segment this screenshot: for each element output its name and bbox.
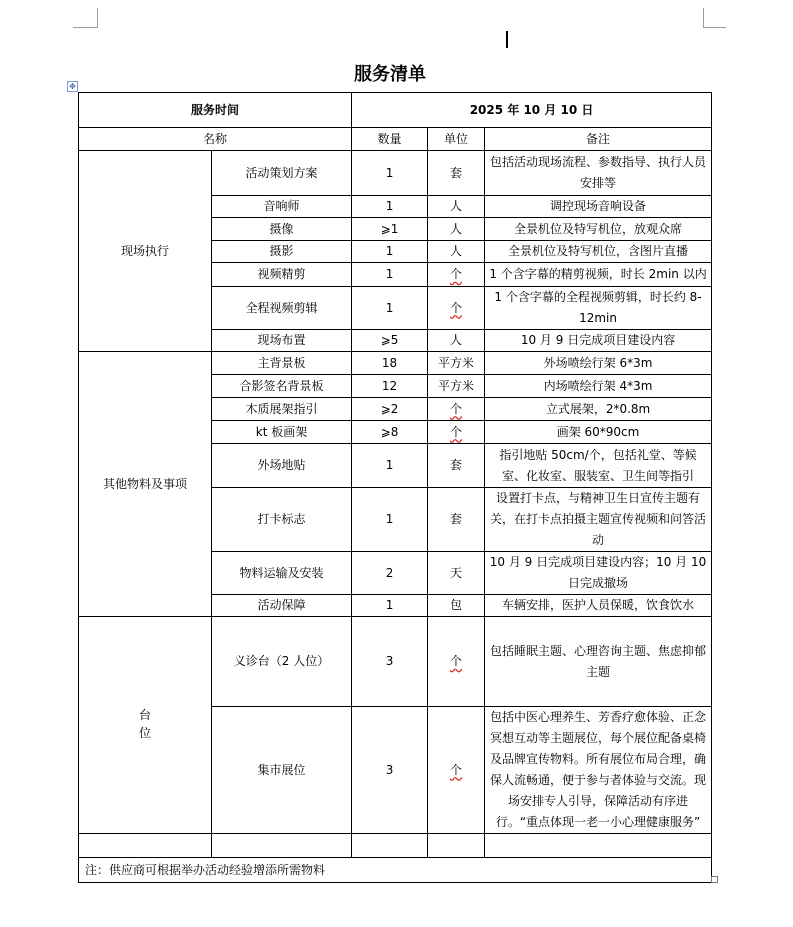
item-note: 全景机位及特写机位，放观众席 — [514, 221, 683, 236]
item-name: 视频精剪 — [257, 267, 306, 281]
item-quantity: 1 — [385, 165, 394, 180]
item-note-cell — [485, 241, 712, 263]
item-unit-cell — [428, 375, 485, 398]
item-quantity: ⩾5 — [380, 333, 399, 347]
item-note-cell — [485, 287, 712, 330]
item-unit-cell — [428, 488, 485, 552]
item-note-cell — [485, 488, 712, 552]
item-note-cell — [485, 330, 712, 352]
column-header-row — [79, 128, 712, 151]
text-cursor — [506, 31, 508, 48]
item-note-cell — [485, 421, 712, 444]
item-name-cell — [212, 330, 352, 352]
footnote: 注：供应商可根据举办活动经验增添所需物料 — [79, 858, 712, 883]
item-note-cell — [485, 617, 712, 707]
item-note: 画架 60*90cm — [556, 424, 640, 439]
group-name: 现场执行 — [120, 243, 169, 258]
page-corner-mark-left — [73, 8, 98, 28]
item-note-cell — [485, 218, 712, 241]
footnote-row — [79, 858, 712, 883]
item-quantity-cell — [352, 421, 428, 444]
item-quantity: 12 — [381, 378, 398, 393]
item-name: 物料运输及安装 — [239, 565, 324, 580]
item-note-cell — [485, 196, 712, 218]
item-name-cell — [212, 241, 352, 263]
column-header-qty: 数量 — [352, 128, 428, 151]
item-note: 包括中医心理养生、芳香疗愈体验、正念冥想互动等主题展位，每个展位配备桌椅及品牌宣传物料。所有展位布局合理，确保人流畅通，便于参与者体验与交流。现场安排专人引导，保障活动有序进行。“重点体现一老一小心理健康服务” — [490, 710, 707, 829]
item-name-cell — [212, 151, 352, 196]
item-note: 车辆安排，医护人员保暖，饮食饮水 — [502, 598, 695, 612]
group-name: 台位 — [139, 708, 152, 740]
item-note: 立式展架，2*0.8m — [545, 401, 651, 416]
item-quantity: 18 — [381, 355, 398, 370]
empty-cell[interactable] — [352, 834, 428, 858]
item-unit-cell — [428, 595, 485, 617]
item-unit-cell — [428, 352, 485, 375]
empty-cell[interactable] — [428, 834, 485, 858]
table-resize-handle[interactable] — [711, 876, 718, 883]
item-name-cell — [212, 263, 352, 287]
item-note-cell — [485, 444, 712, 488]
empty-row — [79, 834, 712, 858]
item-unit-cell — [428, 196, 485, 218]
item-name-cell — [212, 352, 352, 375]
group-name-cell — [79, 617, 212, 834]
item-unit: 个 — [450, 654, 463, 668]
item-unit-cell — [428, 218, 485, 241]
item-note: 包括活动现场流程、参数指导、执行人员安排等 — [490, 155, 707, 190]
item-unit-cell — [428, 287, 485, 330]
item-quantity: 1 — [385, 598, 394, 612]
item-quantity: 3 — [385, 654, 394, 668]
column-header-note: 备注 — [485, 128, 712, 151]
item-quantity-cell — [352, 375, 428, 398]
item-note: 外场喷绘行架 6*3m — [543, 355, 653, 370]
item-quantity-cell — [352, 330, 428, 352]
page-corner-mark-right — [703, 8, 726, 28]
item-note: 1 个含字幕的精剪视频，时长 2min 以内 — [489, 267, 707, 281]
table-row — [79, 352, 712, 375]
column-header-unit: 单位 — [428, 128, 485, 151]
item-note-cell — [485, 398, 712, 421]
item-name: kt 板画架 — [255, 424, 308, 439]
item-note: 设置打卡点，与精神卫生日宣传主题有关，在打卡点拍摄主题宣传视频和问答活动 — [490, 491, 707, 547]
item-quantity-cell — [352, 352, 428, 375]
item-quantity-cell — [352, 287, 428, 330]
item-note: 内场喷绘行架 4*3m — [543, 378, 653, 393]
item-name: 合影签名背景板 — [239, 378, 324, 393]
item-name: 摄像 — [269, 221, 294, 236]
item-unit: 人 — [450, 199, 463, 213]
item-unit: 套 — [450, 165, 463, 180]
item-name-cell — [212, 444, 352, 488]
item-unit-cell — [428, 263, 485, 287]
item-unit-cell — [428, 444, 485, 488]
item-note: 调控现场音响设备 — [550, 199, 647, 213]
item-quantity: ⩾1 — [380, 221, 399, 236]
item-quantity: 1 — [385, 300, 394, 315]
service-time-value: 2025 年 10 月 10 日 — [352, 93, 712, 128]
item-name: 摄影 — [269, 244, 294, 258]
table-row — [79, 151, 712, 196]
item-quantity: 1 — [385, 458, 394, 472]
empty-cell[interactable] — [485, 834, 712, 858]
item-unit: 平方米 — [438, 378, 475, 393]
item-name: 音响师 — [263, 199, 300, 213]
item-name-cell — [212, 488, 352, 552]
item-name: 木质展架指引 — [245, 401, 318, 416]
item-name-cell — [212, 287, 352, 330]
item-unit: 人 — [450, 221, 463, 236]
item-quantity: ⩾2 — [380, 401, 399, 416]
item-unit: 个 — [450, 762, 463, 777]
item-quantity: 1 — [385, 199, 394, 213]
item-unit: 个 — [450, 300, 463, 315]
group-name-cell — [79, 352, 212, 617]
header-row — [79, 93, 712, 128]
item-note: 包括睡眠主题、心理咨询主题、焦虑抑郁主题 — [490, 643, 707, 679]
item-unit: 个 — [450, 424, 463, 439]
item-note-cell — [485, 375, 712, 398]
item-note-cell — [485, 352, 712, 375]
item-note: 全景机位及特写机位，含图片直播 — [508, 244, 689, 258]
item-note-cell — [485, 552, 712, 595]
empty-cell[interactable] — [79, 834, 212, 858]
item-quantity: 3 — [385, 762, 394, 777]
item-note: 10 月 9 日完成项目建设内容；10 月 10 日完成撤场 — [489, 555, 707, 590]
item-unit-cell — [428, 552, 485, 595]
item-name-cell — [212, 552, 352, 595]
item-name: 全程视频剪辑 — [245, 300, 318, 315]
item-quantity-cell — [352, 398, 428, 421]
item-unit: 人 — [450, 333, 463, 347]
group-name: 其他物料及事项 — [102, 476, 187, 491]
item-note: 10 月 9 日完成项目建设内容 — [520, 333, 676, 347]
item-name-cell — [212, 375, 352, 398]
item-quantity-cell — [352, 196, 428, 218]
item-unit-cell — [428, 398, 485, 421]
item-name-cell — [212, 707, 352, 834]
item-quantity-cell — [352, 707, 428, 834]
item-name: 义诊台（2 人位） — [233, 654, 330, 668]
item-quantity-cell — [352, 617, 428, 707]
item-quantity-cell — [352, 241, 428, 263]
item-name: 打卡标志 — [257, 512, 306, 526]
item-unit: 包 — [450, 598, 463, 612]
item-quantity: ⩾8 — [380, 424, 399, 439]
item-unit-cell — [428, 707, 485, 834]
item-name-cell — [212, 595, 352, 617]
item-unit-cell — [428, 241, 485, 263]
item-unit: 套 — [450, 458, 463, 472]
item-unit: 个 — [450, 401, 463, 416]
item-unit: 套 — [450, 512, 463, 526]
item-unit: 个 — [450, 267, 463, 281]
document-title: 服务清单 — [354, 64, 426, 85]
item-unit-cell — [428, 617, 485, 707]
item-note-cell — [485, 595, 712, 617]
item-name-cell — [212, 617, 352, 707]
item-note-cell — [485, 263, 712, 287]
item-note-cell — [485, 151, 712, 196]
item-note: 1 个含字幕的全程视频剪辑，时长约 8-12min — [494, 290, 702, 325]
table-move-handle-icon[interactable]: ✥ — [67, 81, 78, 92]
item-unit-cell — [428, 151, 485, 196]
item-quantity-cell — [352, 218, 428, 241]
item-name: 活动保障 — [257, 598, 306, 612]
item-name: 集市展位 — [257, 762, 306, 777]
item-name-cell — [212, 218, 352, 241]
item-quantity-cell — [352, 488, 428, 552]
item-name: 外场地贴 — [257, 458, 306, 472]
column-header-name: 名称 — [79, 128, 352, 151]
item-unit-cell — [428, 421, 485, 444]
item-note: 指引地贴 50cm/个，包括礼堂、等候室、化妆室、服装室、卫生间等指引 — [499, 447, 697, 483]
item-quantity-cell — [352, 595, 428, 617]
group-name-cell — [79, 151, 212, 352]
service-list-table — [78, 92, 712, 883]
item-quantity: 1 — [385, 267, 394, 281]
item-quantity-cell — [352, 444, 428, 488]
item-note-cell — [485, 707, 712, 834]
item-quantity-cell — [352, 552, 428, 595]
empty-cell[interactable] — [212, 834, 352, 858]
item-quantity: 2 — [385, 565, 394, 580]
item-quantity-cell — [352, 263, 428, 287]
item-unit: 天 — [450, 565, 463, 580]
item-quantity: 1 — [385, 512, 394, 526]
item-name: 主背景板 — [257, 355, 306, 370]
item-name: 活动策划方案 — [245, 165, 318, 180]
item-name: 现场布置 — [257, 333, 306, 347]
item-quantity: 1 — [385, 244, 394, 258]
item-unit: 平方米 — [438, 355, 475, 370]
item-name-cell — [212, 421, 352, 444]
item-name-cell — [212, 196, 352, 218]
item-quantity-cell — [352, 151, 428, 196]
service-time-label: 服务时间 — [79, 93, 352, 128]
table-row — [79, 617, 712, 707]
item-unit: 人 — [450, 244, 463, 258]
item-name-cell — [212, 398, 352, 421]
item-unit-cell — [428, 330, 485, 352]
